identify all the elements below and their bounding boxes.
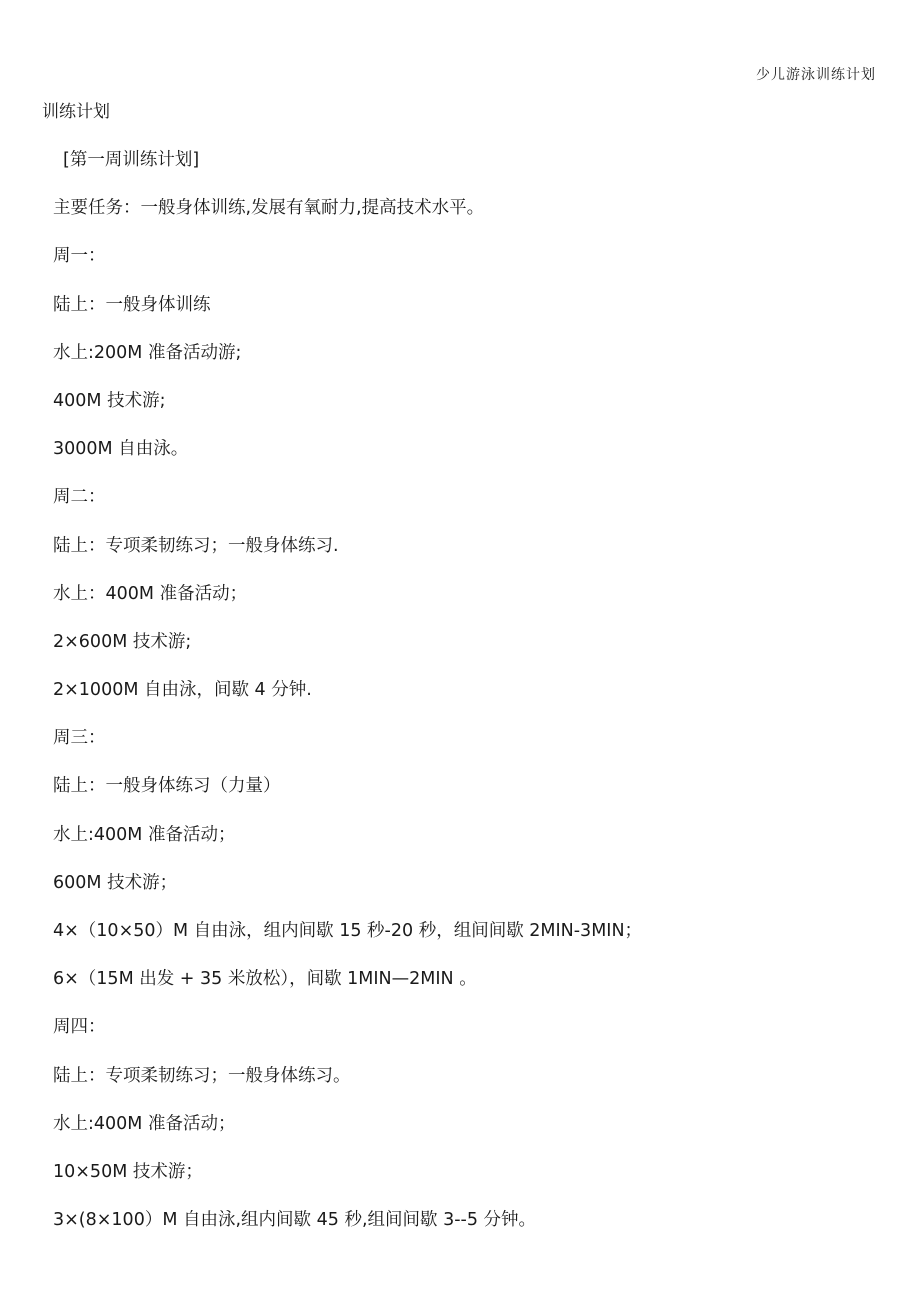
plan-line: 2×1000M 自由泳，间歇 4 分钟.	[53, 680, 312, 701]
plan-line: 3×(8×100）M 自由泳,组内间歇 45 秒,组间间歇 3--5 分钟。	[53, 1210, 537, 1231]
plan-line: 400M 技术游;	[53, 390, 166, 411]
plan-line: 水上:400M 准备活动；	[53, 1113, 236, 1134]
running-header: 少儿游泳训练计划	[756, 67, 876, 83]
plan-line: 陆上：专项柔韧练习；一般身体练习.	[53, 535, 339, 556]
plan-line: 4×（10×50）M 自由泳，组内间歇 15 秒-20 秒，组间间歇 2MIN-3MIN；	[53, 921, 643, 941]
plan-line: 水上:400M 准备活动；	[53, 824, 236, 845]
plan-line: 主要任务：一般身体训练,发展有氧耐力,提高技术水平。	[53, 198, 485, 219]
plan-line: 陆上：一般身体训练	[53, 294, 211, 315]
plan-line: 10×50M 技术游；	[53, 1161, 203, 1182]
plan-body	[53, 148, 880, 1256]
plan-line: 周二：	[53, 487, 106, 508]
plan-line: 水上:200M 准备活动游;	[53, 342, 242, 363]
plan-line: 周三：	[53, 728, 106, 749]
plan-line: 600M 技术游；	[53, 872, 178, 893]
plan-line: 2×600M 技术游;	[53, 631, 192, 652]
plan-line: 周一：	[53, 246, 106, 267]
plan-line: 陆上：一般身体练习（力量）	[53, 776, 281, 797]
plan-line: 水上：400M 准备活动；	[53, 583, 248, 604]
section-heading: [第一周训练计划]	[63, 150, 200, 170]
plan-line: 陆上：专项柔韧练习；一般身体练习。	[53, 1065, 351, 1086]
plan-line: 周四：	[53, 1017, 106, 1038]
plan-line: 6×（15M 出发 + 35 米放松），间歇 1MIN—2MIN 。	[53, 969, 477, 990]
document-title: 训练计划	[42, 102, 110, 122]
plan-line: 3000M 自由泳。	[53, 439, 189, 460]
